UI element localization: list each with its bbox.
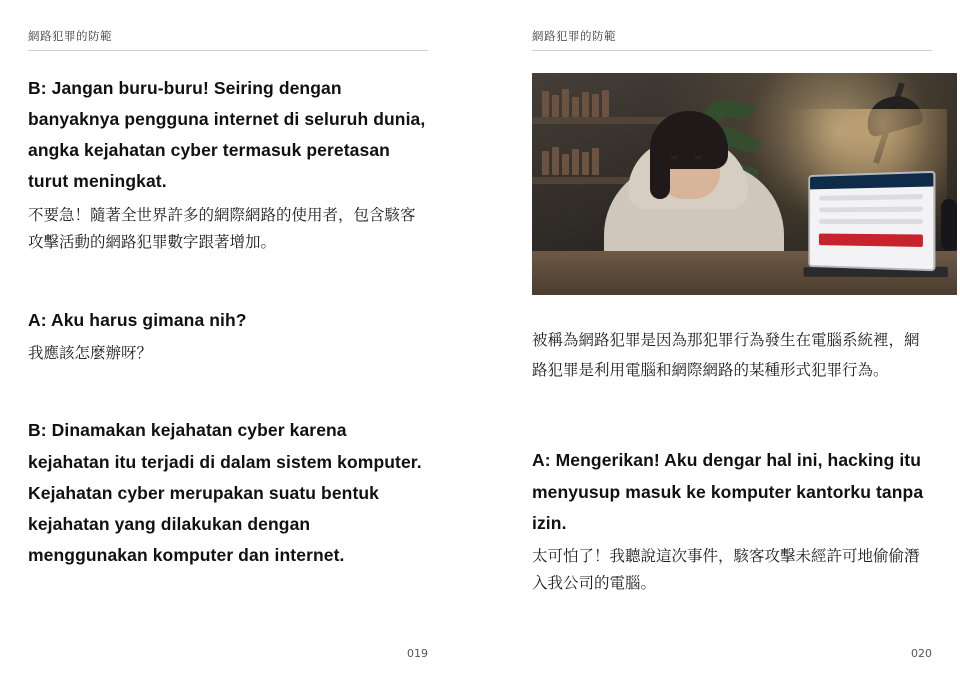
right-header-rule [532, 50, 932, 51]
right-block-2-indonesian: A: Mengerikan! Aku dengar hal ini, hacking itu menyusup masuk ke komputer kantorku tanpa izin. [532, 450, 924, 533]
left-running-head: 網路犯罪的防範 [28, 29, 112, 43]
microphone-icon [941, 199, 957, 251]
left-block-1-chinese: 不要急！隨著全世界許多的網際網路的使用者，包含駭客攻擊活動的網路犯罪數字跟著增加。 [28, 205, 416, 252]
left-header-rule [28, 50, 428, 51]
left-block-3 [28, 415, 428, 571]
person-eye-right [694, 156, 702, 159]
left-block-2 [28, 305, 428, 368]
right-spacer-1 [532, 411, 932, 445]
books-top [542, 89, 609, 117]
right-page-number: 020 [911, 647, 932, 660]
left-page-number: 019 [407, 647, 428, 660]
left-block-3-indonesian: B: Dinamakan kejahatan cyber karena kejahatan itu terjadi di dalam sistem komputer. Kejahatan cyber merupakan suatu bentuk kejahatan yang dilakukan dengan menggunakan komputer dan internet. [28, 420, 422, 565]
left-block-2-chinese: 我應該怎麼辦呀？ [28, 343, 153, 362]
laptop-screen-alert-button [819, 234, 923, 247]
person-eye-left [670, 156, 678, 159]
left-spacer-2 [28, 393, 428, 415]
books-bottom [542, 147, 599, 175]
laptop-screen-line [819, 194, 923, 201]
left-block-2-indonesian: A: Aku harus gimana nih? [28, 309, 247, 330]
left-block-1-indonesian: B: Jangan buru-buru! Seiring dengan banyaknya pengguna internet di seluruh dunia, angka kejahatan cyber termasuk peretasan turut meningkat. [28, 78, 426, 192]
right-block-1-chinese: 被稱為網路犯罪是因為那犯罪行為發生在電腦系統裡，網路犯罪是利用電腦和網際網路的某種形式犯罪行為。 [532, 331, 920, 380]
laptop-screen-line [819, 219, 923, 224]
left-block-1 [28, 73, 428, 257]
right-page [480, 0, 960, 678]
person-hair-side [650, 137, 670, 199]
right-block-2 [532, 445, 932, 598]
laptop-screen-line [819, 206, 923, 212]
left-spacer-1 [28, 283, 428, 305]
illustration-woman-at-laptop [532, 73, 957, 295]
laptop-screen-header [810, 173, 933, 190]
right-block-1 [532, 325, 932, 385]
right-running-head: 網路犯罪的防範 [532, 29, 616, 43]
laptop-screen [808, 171, 935, 272]
right-block-2-chinese: 太可怕了！我聽說這次事件，駭客攻擊未經許可地偷偷潛入我公司的電腦。 [532, 546, 920, 593]
